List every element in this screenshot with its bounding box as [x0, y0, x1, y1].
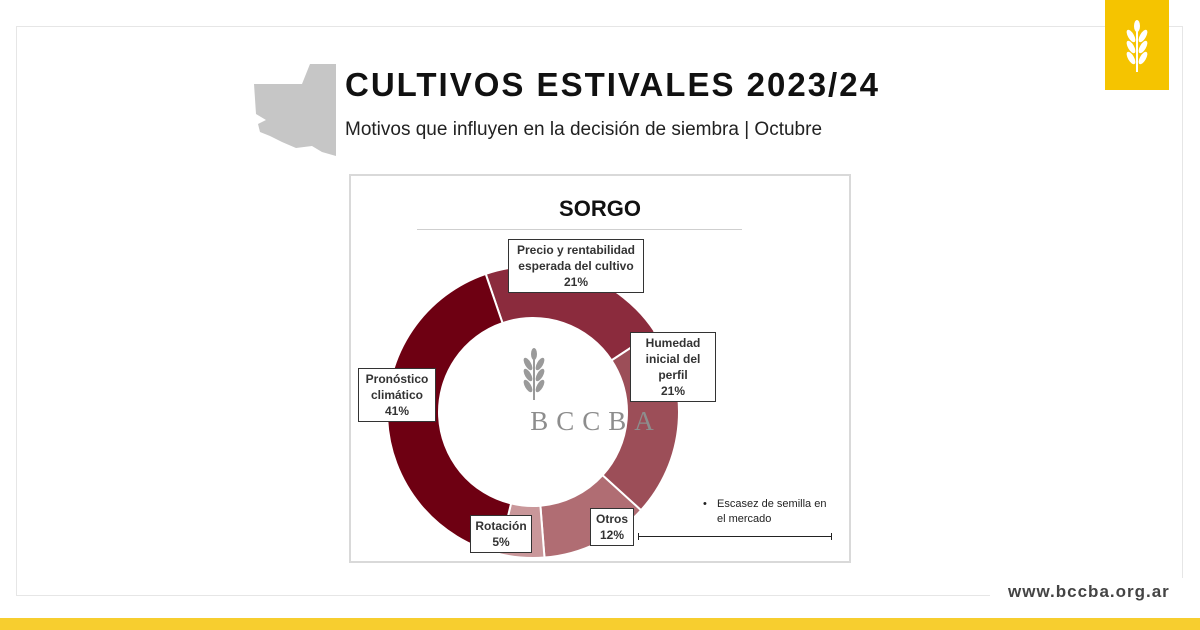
province-map-icon	[252, 62, 338, 158]
bullet-icon: •	[703, 498, 707, 510]
slice-label-pronostico-name: Pronóstico climático	[365, 372, 429, 402]
slice-label-otros	[590, 508, 634, 546]
slice-label-rotacion-name: Rotación	[475, 519, 527, 533]
website-url[interactable]: www.bccba.org.ar	[990, 578, 1192, 606]
slice-label-rotacion-value: 5%	[492, 535, 510, 549]
bccba-logo-text: BCCBA	[530, 406, 662, 436]
slice-label-pronostico	[358, 368, 436, 422]
page-subtitle: Motivos que influyen en la decisión de siembra | Octubre	[345, 119, 823, 140]
slice-label-otros-value: 12%	[599, 528, 625, 542]
slice-label-precio-name: Precio y rentabilidad esperada del cultivo	[516, 243, 636, 273]
slice-label-precio-value: 21%	[563, 275, 589, 289]
chart-title: SORGO	[559, 196, 641, 221]
slice-label-otros-name: Otros	[595, 512, 628, 526]
brand-badge	[1105, 0, 1169, 90]
slice-label-precio	[508, 239, 644, 293]
wheat-icon	[1121, 20, 1153, 72]
slice-label-humedad-name: Humedad inicial del perfil	[645, 336, 701, 382]
slice-label-rotacion	[470, 515, 532, 553]
slice-label-pronostico-value: 41%	[384, 404, 410, 418]
page-title: CULTIVOS ESTIVALES 2023/24	[345, 66, 880, 103]
slice-label-humedad	[630, 332, 716, 402]
chart-panel	[349, 174, 851, 563]
bottom-accent-bar	[0, 618, 1200, 630]
bccba-wheat-logo-icon	[519, 348, 549, 400]
annotation-bracket	[638, 536, 832, 537]
slice-label-humedad-value: 21%	[660, 384, 686, 398]
otros-annotation-item: Escasez de semilla en el mercado	[717, 498, 827, 525]
